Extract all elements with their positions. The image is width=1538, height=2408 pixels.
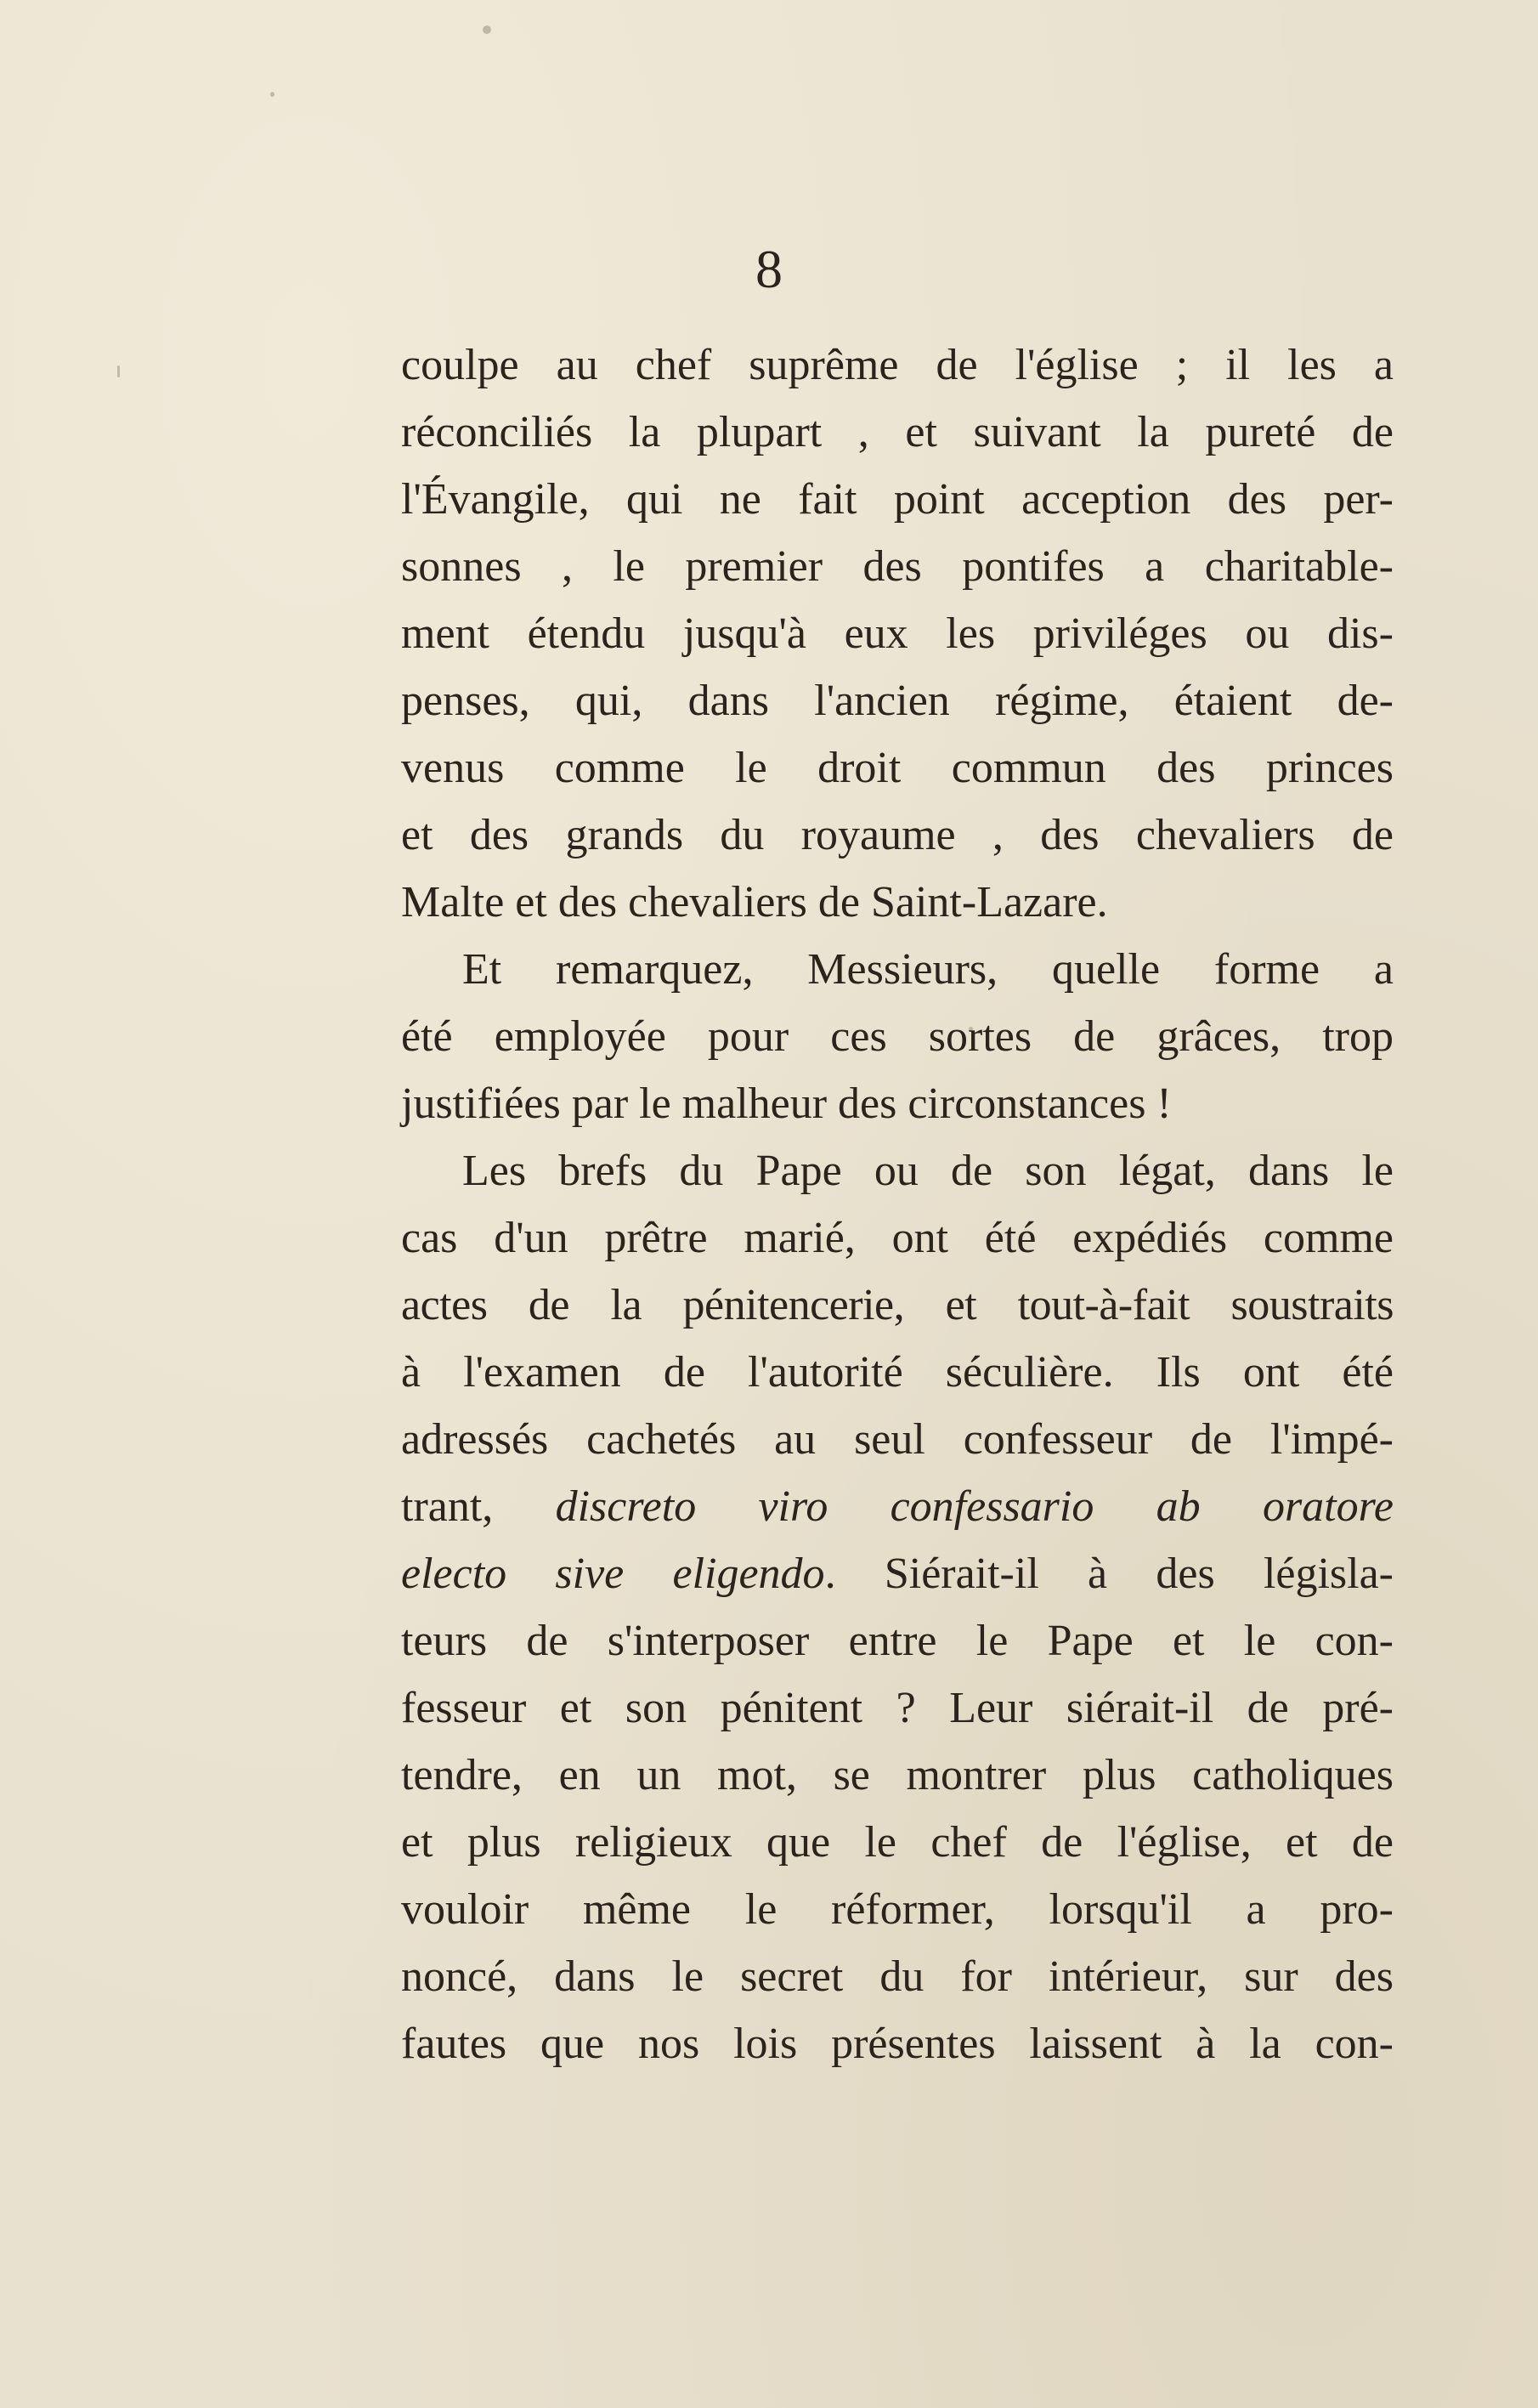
text-line: justifiées par le malheur des circonstances !	[401, 1079, 1172, 1128]
text-line: coulpe au chef suprême de l'église ; il les a	[401, 341, 1394, 389]
text-line-roman: . Siérait-il à des législa-	[824, 1550, 1394, 1598]
text-line: l'Évangile, qui ne fait point acception des per-	[401, 475, 1394, 524]
text-line	[401, 1473, 1394, 1540]
paper-speck	[117, 365, 120, 377]
text-line: adressés cachetés au seul confesseur de l'impé-	[401, 1415, 1394, 1464]
text-line: Et remarquez, Messieurs, quelle forme a	[462, 945, 1394, 994]
page-number: 8	[755, 239, 783, 299]
text-line: vouloir même le réformer, lorsqu'il a pro-	[401, 1885, 1394, 1934]
text-line: et des grands du royaume , des chevaliers de	[401, 811, 1394, 859]
paper-speck	[483, 25, 491, 34]
text-line: fautes que nos lois présentes laissent à la con-	[401, 2020, 1394, 2068]
text-line: teurs de s'interposer entre le Pape et le con-	[401, 1617, 1394, 1665]
text-line: sonnes , le premier des pontifes a charitable-	[401, 542, 1394, 591]
text-line: et plus religieux que le chef de l'église, et de	[401, 1818, 1394, 1867]
text-line: cas d'un prêtre marié, ont été expédiés comme	[401, 1214, 1394, 1262]
text-line: tendre, en un mot, se montrer plus catholiques	[401, 1751, 1394, 1799]
text-line: Malte et des chevaliers de Saint-Lazare.	[401, 878, 1108, 926]
text-line: actes de la pénitencerie, et tout-à-fait soustraits	[401, 1281, 1394, 1329]
text-line: été employée pour ces sortes de grâces, trop	[401, 1012, 1394, 1061]
text-line: réconciliés la plupart , et suivant la pureté de	[401, 408, 1394, 456]
text-line: noncé, dans le secret du for intérieur, sur des	[401, 1952, 1394, 2001]
text-line: à l'examen de l'autorité séculière. Ils ont été	[401, 1348, 1394, 1397]
text-line: penses, qui, dans l'ancien régime, étaient de-	[401, 677, 1394, 725]
text-line: ment étendu jusqu'à eux les priviléges ou dis-	[401, 609, 1394, 658]
latin-quote: electo sive eligendo	[401, 1550, 825, 1598]
text-line-roman: trant,	[401, 1482, 556, 1531]
text-line	[401, 1540, 1394, 1607]
text-line: fesseur et son pénitent ? Leur siérait-il de pré-	[401, 1684, 1394, 1732]
paper-speck	[270, 92, 274, 97]
text-line: venus comme le droit commun des princes	[401, 744, 1394, 792]
latin-quote: discreto viro confessario ab oratore	[555, 1482, 1394, 1531]
text-line: Les brefs du Pape ou de son légat, dans le	[462, 1147, 1394, 1195]
body-text	[401, 331, 1394, 2077]
